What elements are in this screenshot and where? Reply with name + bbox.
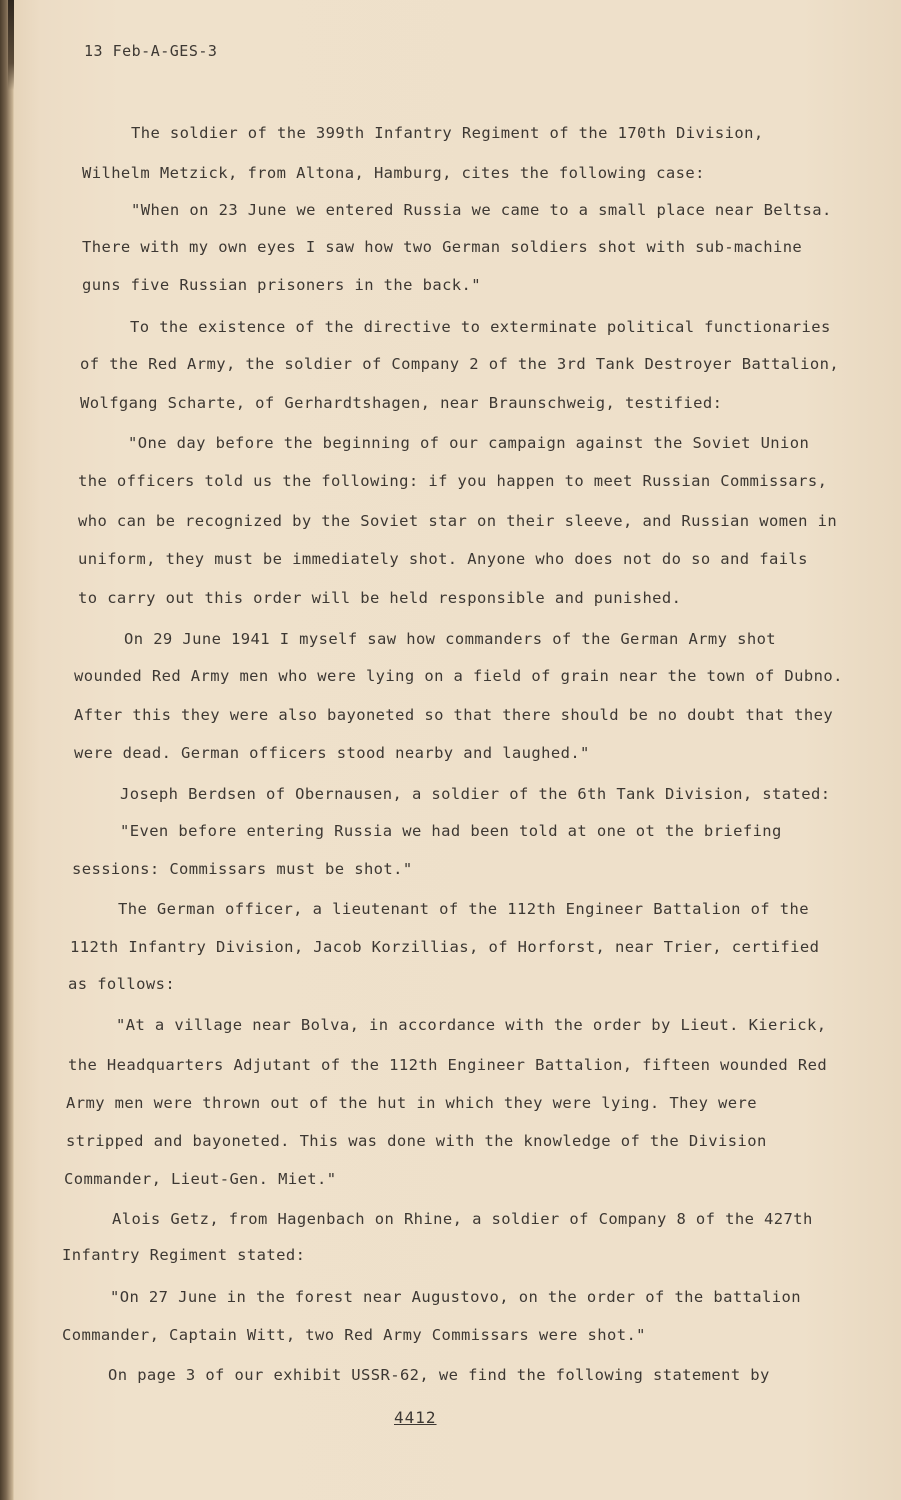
text-line: 112th Infantry Division, Jacob Korzillias, of Horforst, near Trier, certified	[70, 938, 820, 956]
text-line: To the existence of the directive to exterminate political functionaries	[130, 318, 831, 336]
text-line: to carry out this order will be held responsible and punished.	[78, 589, 682, 607]
text-line: After this they were also bayoneted so that there should be no doubt that they	[74, 706, 834, 724]
text-line: wounded Red Army men who were lying on a field of grain near the town of Dubno.	[74, 667, 843, 685]
text-line: "On 27 June in the forest near Augustovo, on the order of the battalion	[110, 1288, 801, 1306]
text-line: Infantry Regiment stated:	[62, 1246, 306, 1264]
text-line: as follows:	[68, 975, 176, 993]
text-line: Army men were thrown out of the hut in which they were lying. They were	[66, 1094, 757, 1112]
binding-mark	[8, 0, 14, 90]
text-line: On 29 June 1941 I myself saw how commanders of the German Army shot	[124, 630, 777, 648]
page-number: 4412	[394, 1408, 437, 1427]
text-line: Alois Getz, from Hagenbach on Rhine, a soldier of Company 8 of the 427th	[112, 1210, 813, 1228]
paper-left-edge	[0, 0, 14, 1500]
text-line: of the Red Army, the soldier of Company 2 of the 3rd Tank Destroyer Battalion,	[80, 355, 840, 373]
document-header: 13 Feb-A-GES-3	[84, 42, 218, 60]
text-line: sessions: Commissars must be shot."	[72, 860, 413, 878]
text-line: "One day before the beginning of our campaign against the Soviet Union	[128, 434, 810, 452]
text-line: Commander, Captain Witt, two Red Army Commissars were shot."	[62, 1326, 646, 1344]
text-line: "At a village near Bolva, in accordance with the order by Lieut. Kierick,	[116, 1016, 827, 1034]
text-line: Joseph Berdsen of Obernausen, a soldier of the 6th Tank Division, stated:	[120, 785, 831, 803]
text-line: guns five Russian prisoners in the back."	[82, 276, 482, 294]
text-line: The soldier of the 399th Infantry Regiment of the 170th Division,	[131, 124, 764, 142]
text-line: "When on 23 June we entered Russia we came to a small place near Beltsa.	[131, 201, 832, 219]
text-line: There with my own eyes I saw how two German soldiers shot with sub-machine	[82, 238, 803, 256]
text-line: Wolfgang Scharte, of Gerhardtshagen, near Braunschweig, testified:	[80, 394, 723, 412]
text-line: the officers told us the following: if you happen to meet Russian Commissars,	[78, 472, 828, 490]
text-line: were dead. German officers stood nearby and laughed."	[74, 744, 590, 762]
text-line: who can be recognized by the Soviet star on their sleeve, and Russian women in	[78, 512, 838, 530]
text-line: "Even before entering Russia we had been told at one ot the briefing	[120, 822, 782, 840]
text-line: Wilhelm Metzick, from Altona, Hamburg, cites the following case:	[82, 164, 705, 182]
text-line: The German officer, a lieutenant of the 112th Engineer Battalion of the	[118, 900, 809, 918]
text-line: stripped and bayoneted. This was done with the knowledge of the Division	[66, 1132, 767, 1150]
text-line: Commander, Lieut-Gen. Miet."	[64, 1170, 337, 1188]
text-line: the Headquarters Adjutant of the 112th Engineer Battalion, fifteen wounded Red	[68, 1056, 828, 1074]
text-line: uniform, they must be immediately shot. Anyone who does not do so and fails	[78, 550, 808, 568]
text-line: On page 3 of our exhibit USSR-62, we find the following statement by	[108, 1366, 770, 1384]
